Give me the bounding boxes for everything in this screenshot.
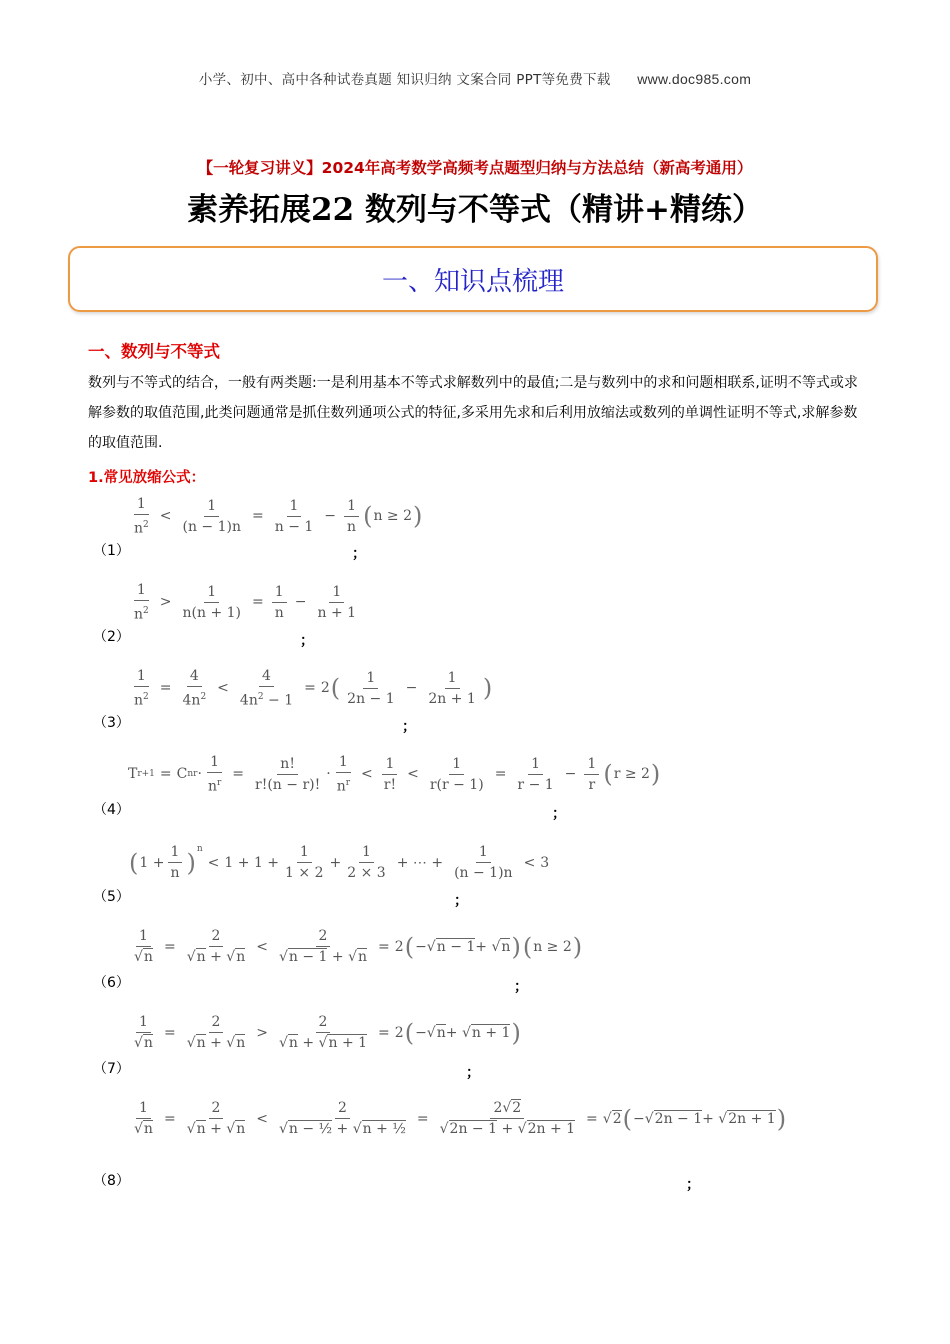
document-subtitle: 【一轮复习讲义】2024年高考数学高频考点题型归纳与方法总结（新高考通用）: [197, 159, 753, 177]
formula-2: $\frac{1}{n^2}$ > $\frac{1}{n(n + 1)}$ = $\frac{1}{n}$ − $\frac{1}{n + 1}$: [134, 582, 357, 623]
item-label-4: （4）: [93, 802, 130, 818]
item-end-4: ；: [552, 806, 566, 822]
section-box-title: 一、知识点梳理: [381, 266, 564, 297]
item-label-7: （7）: [93, 1061, 130, 1077]
section-heading: 一、数列与不等式: [88, 342, 220, 361]
formula-5: ( 1 + $\frac{1}{n}$ ) $^n$ < 1 + 1 + $\frac{1}{1 \times 2}$ + $\frac{1}{2 \times 3}$ + ⋯ + $\frac{1}{(n - 1)n}$ < 3: [129, 844, 550, 881]
item-end-6: ；: [514, 979, 528, 995]
formula-6: $\frac{1}{√n}$ = $\frac{2}{√n + √n}$ < $\frac{2}{√n - 1 + √n}$ = 2 ( −√ n − 1 + √ n ) ( n ≥ 2 ): [134, 928, 583, 965]
item-end-5: ；: [454, 893, 468, 909]
item-end-3: ；: [402, 719, 416, 735]
formula-4: T r+1 = C n r · $\frac{1}{n^r}$ = $\frac{n!}{r!(n - r)!}$ · $\frac{1}{n^r}$ < $\frac{1}{r!}$ < $\frac{1}{r(r - 1)}$ = $\frac{1}{r - 1}$ − $\frac{1}{r}$ ( r ≥ 2 ): [128, 754, 661, 795]
formula-8: $\frac{1}{√n}$ = $\frac{2}{√n + √n}$ < $\frac{2}{\text{√n − ½ + √n + ½}}$ = $\frac{2√2}{√2n - 1 + √2n + 1}$ = √ 2 ( −√ 2n − 1 + √ 2n + 1 ): [134, 1100, 787, 1137]
document-title: 素养拓展22 数列与不等式（精讲+精练）: [187, 192, 763, 228]
item-end-1: ；: [352, 546, 366, 562]
item-label-5: （5）: [93, 889, 130, 905]
item-end-7: ；: [466, 1065, 480, 1081]
item-label-3: （3）: [93, 715, 130, 731]
formula-list-heading: 1.常见放缩公式：: [88, 470, 206, 486]
item-end-2: ；: [300, 633, 314, 649]
header-site-link[interactable]: www.doc985.com: [637, 71, 752, 87]
page-header: [0, 68, 950, 88]
section-paragraph: 数列与不等式的结合，一般有两类题:一是利用基本不等式求解数列中的最值;二是与数列中的求和问题相联系,证明不等式或求解参数的取值范围,此类问题通常是抓住数列通项公式的特征,多采用先求和后利用放缩法或数列的单调性证明不等式,求解参数的取值范围.: [88, 375, 858, 451]
formula-1: $\frac{1}{n^2}$ < $\frac{1}{(n - 1)n}$ = $\frac{1}{n - 1}$ − $\frac{1}{n}$ ( n ≥ 2 ): [134, 496, 423, 537]
item-label-2: （2）: [93, 629, 130, 645]
item-label-6: （6）: [93, 975, 130, 991]
item-label-1: （1）: [93, 543, 130, 559]
section-box: [68, 246, 878, 312]
item-label-8: （8）: [93, 1173, 130, 1189]
item-end-8: ；: [686, 1177, 700, 1193]
formula-3: $\frac{1}{n^2}$ = $\frac{4}{4n^2}$ < $\frac{4}{4n^2 - 1}$ = 2 ( $\frac{1}{2n - 1}$ − $\frac{1}{2n + 1}$ ): [134, 668, 493, 709]
header-tagline: 小学、初中、高中各种试卷真题 知识归纳 文案合同 PPT等免费下载: [198, 72, 611, 88]
formula-7: $\frac{1}{√n}$ = $\frac{2}{√n + √n}$ > $\frac{2}{√n + √n + 1}$ = 2 ( −√ n + √ n + 1 ): [134, 1014, 521, 1051]
